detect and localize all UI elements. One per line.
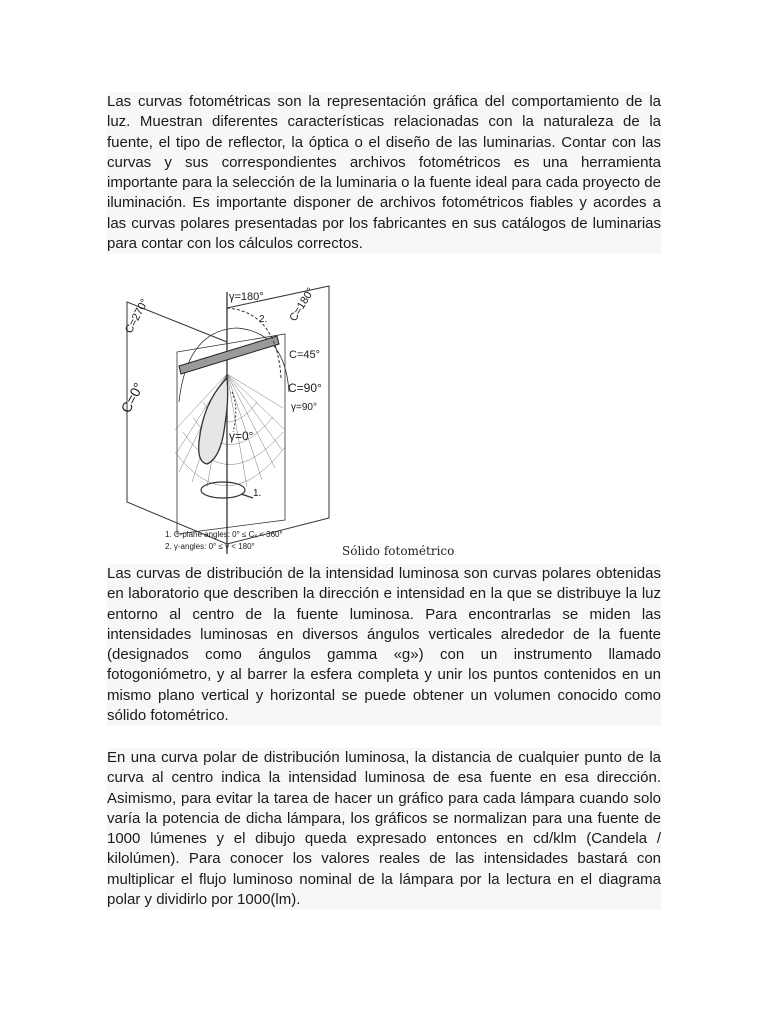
c-angle-arrow [241,494,253,498]
label-c270: C=270° [123,296,152,336]
marker-2: 2. [259,314,268,325]
label-c90: C=90° [288,381,322,395]
photometric-solid-diagram [117,282,339,558]
label-gamma180: γ=180° [229,291,264,303]
intro-paragraph: Las curvas fotométricas son la representación gráfica del comportamiento de la luz. Muestran diferentes características relacionadas con la naturaleza de la fuente, el tipo de reflector, la óptica o el diseño de las luminarias. Contar con las curvas y sus correspondientes archivos fotométricos es una herramienta importante para la selección de la luminaria o la fuente ideal para cada proyecto de iluminación. Es importante disponer de archivos fotométricos fiables y acordes a las curvas polares presentadas por los fabricantes en sus catálogos de luminarias para contar con los cálculos correctos. [107,92,661,254]
intensity-lobe [199,378,228,464]
c-angle-ellipse [201,482,245,498]
legend-line-1: 1. C-plane angles: 0° ≤ Cₓ < 360° [165,530,283,539]
distribution-curves-paragraph: Las curvas de distribución de la intensidad luminosa son curvas polares obtenidas en laboratorio que describen la dirección e intensidad en la que se distribuye la luz entorno al centro de la fuente luminosa. Para encontrarlas se miden las intensidades luminosas en diversos ángulos verticales alrededor de la fuente (designados como ángulos gamma «g») con un instrumento llamado fotogoniómetro, y al barrer la esfera completa y unir los puntos contenidos en un mismo plano vertical y horizontal se puede obtener un volumen conocido como sólido fotométrico. [107,564,661,726]
plane-c180 [227,286,329,544]
photometric-solid-figure [117,282,339,558]
figure-caption: Sólido fotométrico [342,544,455,558]
label-gamma0: γ=0° [229,429,254,443]
luminaire [179,336,279,374]
marker-1: 1. [253,488,262,499]
label-gamma90: γ=90° [291,402,317,413]
legend-line-2: 2. γ-angles: 0° ≤ γ < 180° [165,542,255,551]
label-c180: C=180° [287,285,318,324]
polar-curve-paragraph: En una curva polar de distribución luminosa, la distancia de cualquier punto de la curva al centro indica la intensidad luminosa de esa fuente en esa dirección. Asimismo, para evitar la tarea de hacer un gráfico para cada lámpara cuando solo varía la potencia de dicha lámpara, los gráficos se normalizan para una fuente de 1000 lúmenes y el dibujo queda expresado entonces en cd/klm (Candela / kilolúmen). Para conocer los valores reales de las intensidades bastará con multiplicar el flujo luminoso nominal de la lámpara por la lectura en el diagrama polar y dividirlo por 1000(lm). [107,748,661,910]
label-c45: C=45° [289,349,321,361]
label-c0: C=0° [117,379,147,416]
